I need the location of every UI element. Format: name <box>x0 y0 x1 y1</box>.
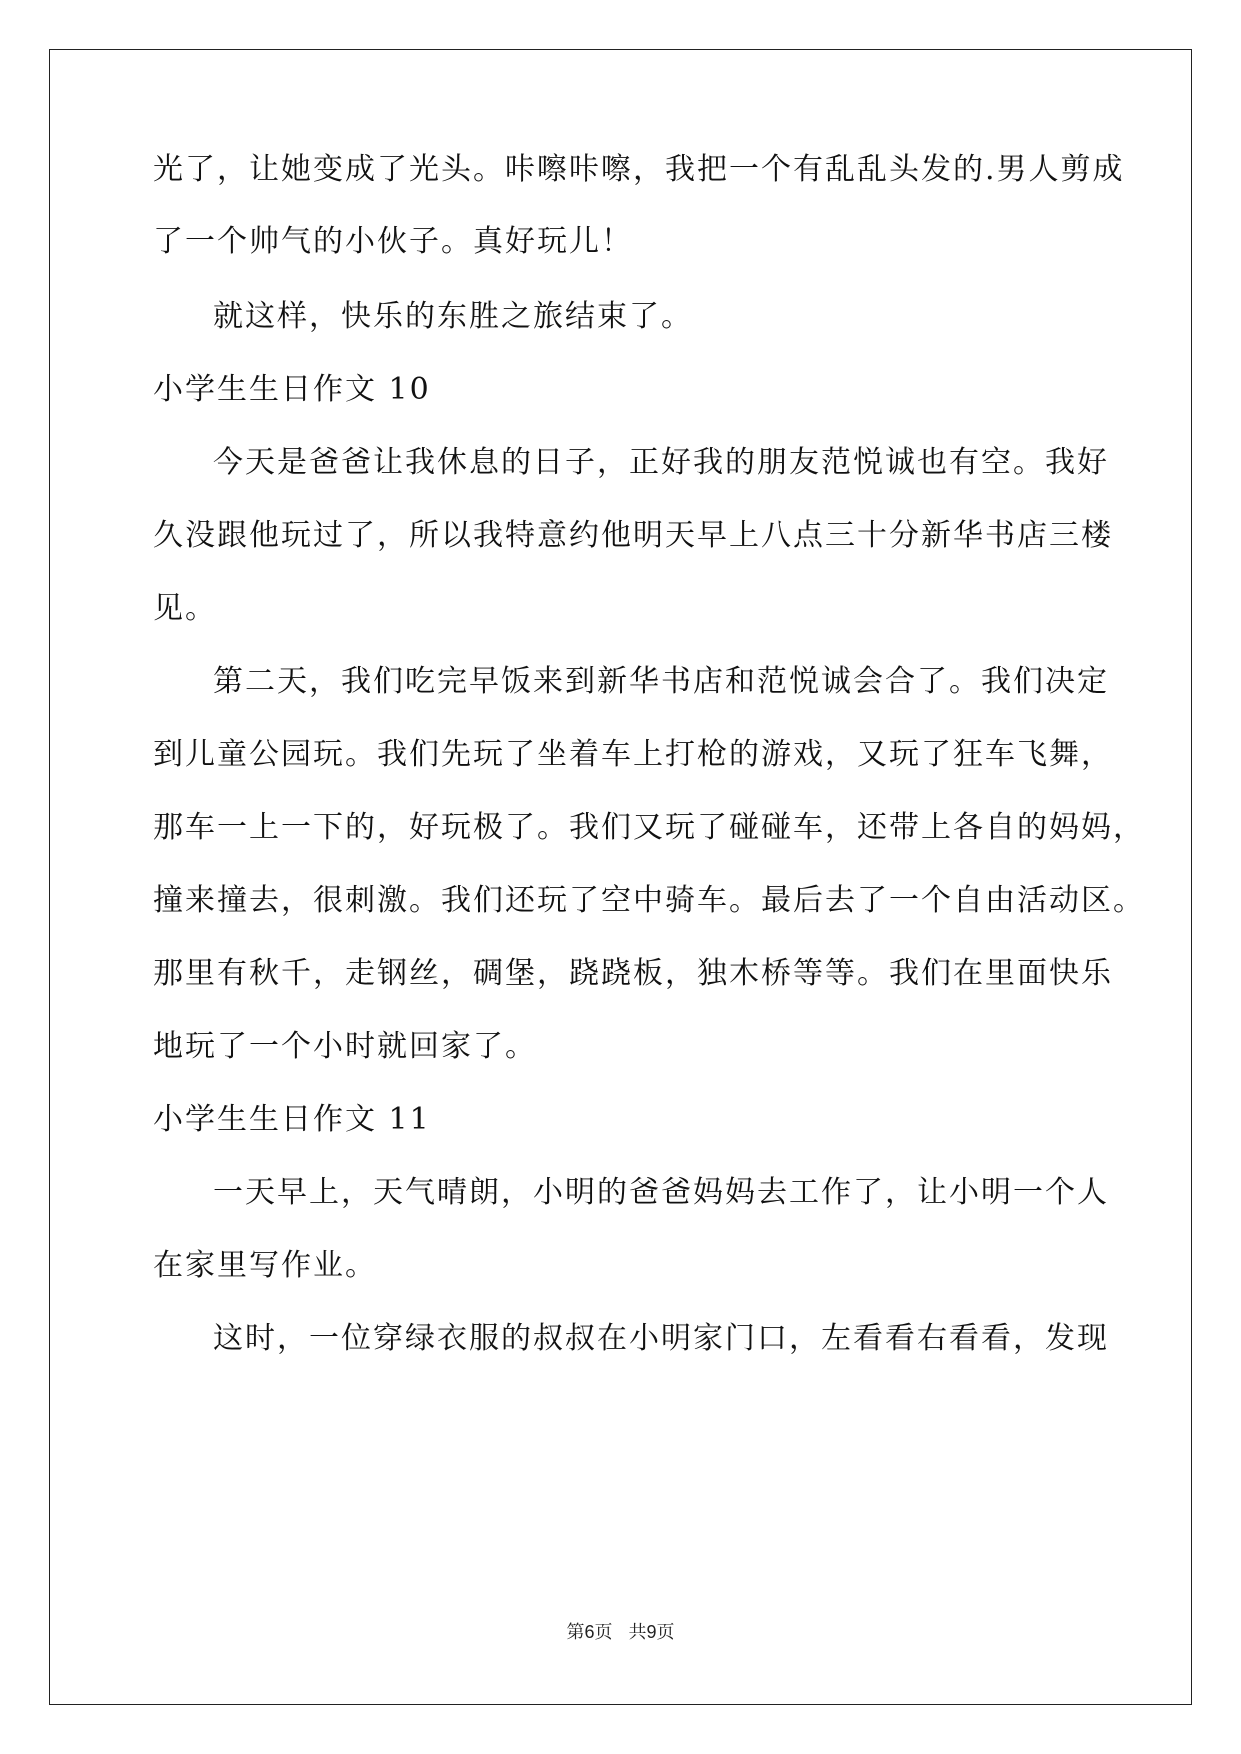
footer-page-prefix: 第 <box>566 1622 585 1643</box>
body-text-line: 那车一上一下的，好玩极了。我们又玩了碰碰车，还带上各自的妈妈， <box>153 810 1145 845</box>
footer-total-unit: 页 <box>656 1622 675 1643</box>
body-text-line: 在家里写作业。 <box>153 1248 377 1283</box>
footer-current-page: 6 <box>584 1622 595 1642</box>
body-text-line: 地玩了一个小时就回家了。 <box>153 1029 537 1064</box>
body-text-line: 光了，让她变成了光头。咔嚓咔嚓，我把一个有乱乱头发的.男人剪成 <box>153 152 1125 187</box>
page-footer <box>0 1620 1241 1645</box>
body-text-line: 第二天，我们吃完早饭来到新华书店和范悦诚会合了。我们决定 <box>213 664 1109 699</box>
footer-total-pages: 9 <box>646 1622 657 1642</box>
footer-page-unit: 页 <box>594 1622 613 1643</box>
body-text-line: 今天是爸爸让我休息的日子，正好我的朋友范悦诚也有空。我好 <box>213 445 1109 480</box>
body-text-line: 了一个帅气的小伙子。真好玩儿！ <box>153 224 633 259</box>
body-text-line: 久没跟他玩过了，所以我特意约他明天早上八点三十分新华书店三楼 <box>153 518 1113 553</box>
body-text-line: 见。 <box>153 591 217 626</box>
body-text-line: 撞来撞去，很刺激。我们还玩了空中骑车。最后去了一个自由活动区。 <box>153 883 1145 918</box>
section-heading: 小学生生日作文 11 <box>153 1102 431 1137</box>
footer-total-prefix: 共 <box>628 1622 647 1643</box>
section-heading: 小学生生日作文 10 <box>153 372 431 407</box>
body-text-line: 就这样，快乐的东胜之旅结束了。 <box>213 299 693 334</box>
body-text-line: 一天早上，天气晴朗，小明的爸爸妈妈去工作了，让小明一个人 <box>213 1175 1109 1210</box>
body-text-line: 这时，一位穿绿衣服的叔叔在小明家门口，左看看右看看，发现 <box>213 1321 1109 1356</box>
body-text-line: 那里有秋千，走钢丝，碉堡，跷跷板，独木桥等等。我们在里面快乐 <box>153 956 1113 991</box>
body-text-line: 到儿童公园玩。我们先玩了坐着车上打枪的游戏，又玩了狂车飞舞， <box>153 737 1113 772</box>
